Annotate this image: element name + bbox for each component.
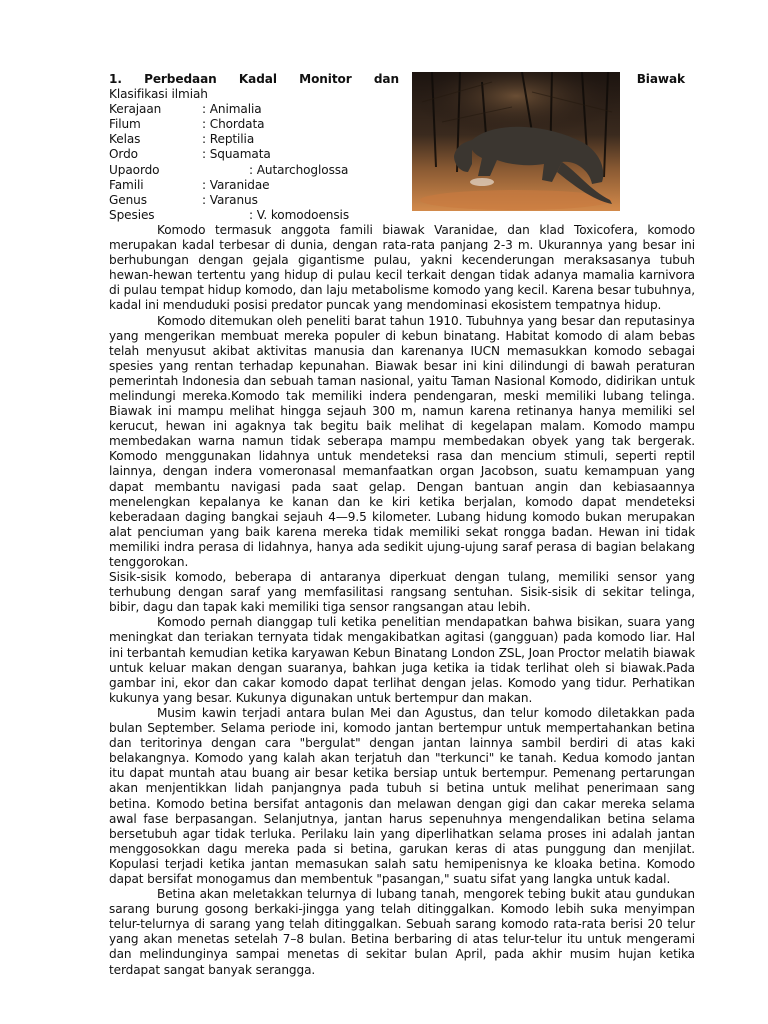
paragraph: Komodo termasuk anggota famili biawak Varanidae, dan klad Toxicofera, komodo merupakan kadal terbesar di dunia, dengan rata-rata panjang 2-3 m. Ukurannya yang besar ini berhubungan dengan gejala gigantisme pulau, yakni kecenderungan meraksasanya tubuh hewan-hewan tertentu yang hidup di pulau kecil terkait dengan tidak adanya mamalia karnivora di pulau tempat hidup komodo, dan laju metabolisme komodo yang kecil. Karena besar tubuhnya, kadal ini menduduki posisi predator puncak yang mendominasi ekosistem tempatnya hidup. <box>109 222 695 313</box>
taxonomy-row <box>109 117 695 132</box>
paragraph: Musim kawin terjadi antara bulan Mei dan Agustus, dan telur komodo diletakkan pada bulan September. Selama periode ini, komodo jantan bertempur untuk mempertahankan betina dan teritorinya dengan cara "bergulat" dengan jantan lainnya sambil berdiri di atas kaki belakangnya. Komodo yang kalah akan terjatuh dan "terkunci" ke tanah. Kedua komodo jantan itu dapat muntah atau buang air besar ketika bersiap untuk bertempur. Pemenang pertarungan akan menjentikkan lidah panjangnya pada tubuh si betina untuk melihat penerimaan sang betina. Komodo betina bersifat antagonis dan melawan dengan gigi dan cakar mereka selama awal fase berpasangan. Selanjutnya, jantan harus sepenuhnya mengendalikan betina selama bersetubuh agar tidak terluka. Perilaku lain yang diperlihatkan selama proses ini adalah jantan menggosokkan dagu mereka pada si betina, garukan keras di atas punggung dan menjilat. Kopulasi terjadi ketika jantan memasukan salah satu hemipenisnya ke kloaka betina. Komodo dapat bersifat monogamus dan membentuk "pasangan," suatu sifat yang langka untuk kadal. <box>109 705 695 886</box>
body-text <box>109 223 695 978</box>
section-heading <box>109 72 695 87</box>
taxonomy-value: : Squamata <box>202 147 271 162</box>
taxonomy-row <box>109 178 695 193</box>
paragraph: Betina akan meletakkan telurnya di lubang tanah, mengorek tebing bukit atau gundukan sarang burung gosong berkaki-jingga yang telah ditinggalkan. Komodo lebih suka menyimpan telur-telurnya di sarang yang telah ditinggalkan. Sebuah sarang komodo rata-rata berisi 20 telur yang akan menetas setelah 7–8 bulan. Betina berbaring di atas telur-telur itu untuk mengerami dan melindunginya sampai menetas di sekitar bulan April, pada akhir musim hujan ketika terdapat sangat banyak serangga. <box>109 887 695 977</box>
paragraph: Sisik-sisik komodo, beberapa di antaranya diperkuat dengan tulang, memiliki sensor yang terhubung dengan saraf yang memfasilitasi rangsang sentuhan. Sisik-sisik di sekitar telinga, bibir, dagu dan tapak kaki memiliki tiga sensor rangsangan atau lebih. <box>109 570 695 615</box>
taxonomy-row <box>109 193 695 208</box>
document-body <box>109 72 695 978</box>
taxonomy-rank: Filum <box>109 117 141 132</box>
taxonomy-value: : Animalia <box>202 102 262 117</box>
taxonomy-heading: Klasifikasi ilmiah <box>109 87 208 102</box>
paragraph: Komodo pernah dianggap tuli ketika penelitian mendapatkan bahwa bisikan, suara yang meningkat dan teriakan ternyata tidak mengakibatkan agitasi (gangguan) pada komodo liar. Hal ini terbantah kemudian ketika karyawan Kebun Binatang London ZSL, Joan Proctor melatih biawak untuk keluar makan dengan suaranya, bahkan juga ketika ia tidak terlihat oleh si biawak.Pada gambar ini, ekor dan cakar komodo dapat terlihat dengan jelas. Komodo yang tidur. Perhatikan kukunya yang besar. Kukunya digunakan untuk bertempur dan makan. <box>109 615 695 705</box>
taxonomy-value: : V. komodoensis <box>249 207 350 222</box>
taxonomy-value: : Varanidae <box>202 177 270 192</box>
title-word: dan <box>373 72 399 86</box>
taxonomy-row <box>109 208 695 223</box>
taxonomy-row <box>109 147 695 162</box>
title-word: Perbedaan <box>144 72 217 86</box>
taxonomy-rank: Famili <box>109 177 144 192</box>
title-word: Kadal <box>238 72 277 86</box>
taxonomy-rank: Genus <box>109 192 147 207</box>
paragraph: Komodo ditemukan oleh peneliti barat tahun 1910. Tubuhnya yang besar dan reputasinya yang mengerikan membuat mereka populer di kebun binatang. Habitat komodo di alam bebas telah menyusut akibat aktivitas manusia dan karenanya IUCN memasukkan komodo sebagai spesies yang rentan terhadap kepunahan. Biawak besar ini kini dilindungi di bawah peraturan pemerintah Indonesia dan sebuah taman nasional, yaitu Taman Nasional Komodo, didirikan untuk melindungi mereka.Komodo tak memiliki indera pendengaran, meski memiliki lubang telinga. Biawak ini mampu melihat hingga sejauh 300 m, namun karena retinanya hanya memiliki sel kerucut, hewan ini agaknya tak begitu baik melihat di kegelapan malam. Komodo mampu membedakan warna namun tidak seberapa mampu membedakan obyek yang tak bergerak. Komodo menggunakan lidahnya untuk mendeteksi rasa dan mencium stimuli, seperti reptil lainnya, dengan indera vomeronasal memanfaatkan organ Jacobson, suatu kemampuan yang dapat membantu navigasi pada saat gelap. Dengan bantuan angin dan kebiasaannya menelengkan kepalanya ke kanan dan ke kiri ketika berjalan, komodo dapat mendeteksi keberadaan daging bangkai sejauh 4—9.5 kilometer. Lubang hidung komodo bukan merupakan alat penciuman yang baik karena mereka tidak memiliki sekat rongga badan. Hewan ini tidak memiliki indra perasa di lidahnya, hanya ada sedikit ujung-ujung saraf perasa di bagian belakang tenggorokan. <box>109 313 695 569</box>
taxonomy-value: : Chordata <box>202 117 265 132</box>
taxonomy-row <box>109 102 695 117</box>
taxonomy-rank: Kerajaan <box>109 102 162 117</box>
taxonomy-rank: Ordo <box>109 147 138 162</box>
taxonomy-rank: Spesies <box>109 207 155 222</box>
taxonomy-rank: Upaordo <box>109 162 160 177</box>
taxonomy-row <box>109 163 695 178</box>
title-last-word: Biawak <box>636 72 685 86</box>
taxonomy-table <box>109 102 695 223</box>
section-number: 1. <box>109 72 122 86</box>
taxonomy-value: : Reptilia <box>202 132 255 147</box>
title-word: Monitor <box>299 72 352 86</box>
taxonomy-value: : Autarchoglossa <box>249 162 349 177</box>
taxonomy-row <box>109 132 695 147</box>
section-title <box>109 72 407 87</box>
taxonomy-value: : Varanus <box>202 192 258 207</box>
taxonomy-rank: Kelas <box>109 132 141 147</box>
